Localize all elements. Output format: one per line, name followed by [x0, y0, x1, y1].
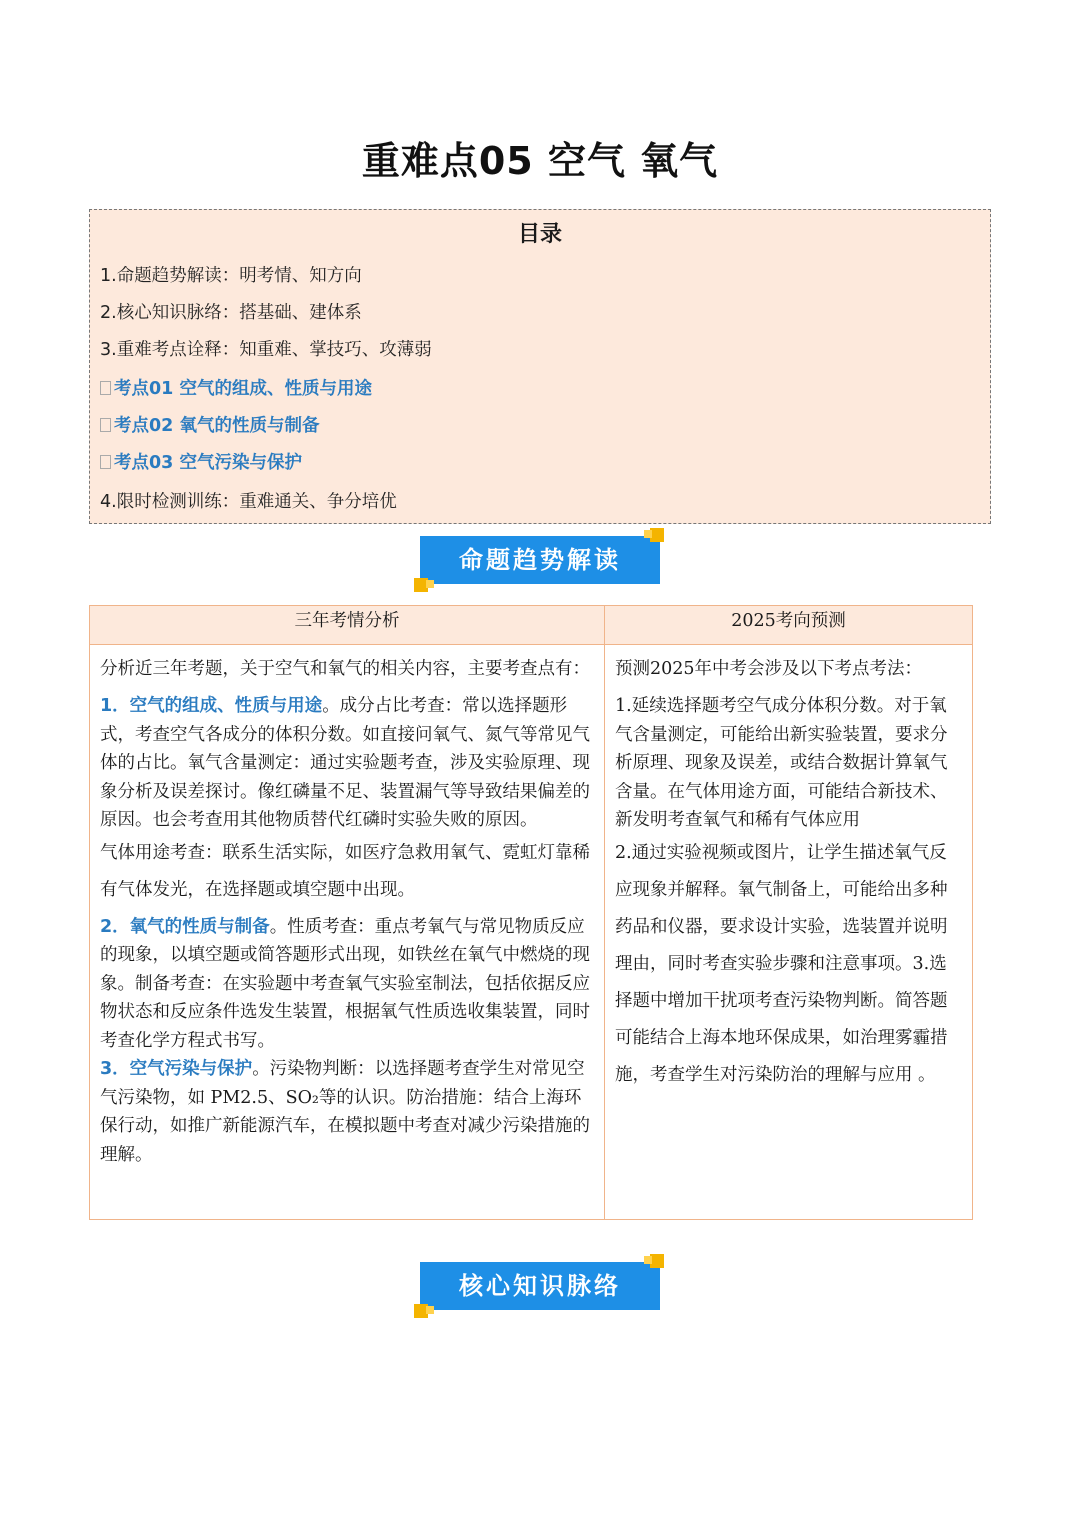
toc-item-4[interactable]: 4.限时检测训练：重难通关、争分培优	[100, 492, 397, 512]
checkbox-icon	[100, 418, 111, 432]
analysis-point-2	[100, 913, 594, 1056]
header-2025-forecast: 2025考向预测	[605, 606, 973, 645]
point-2-text: 。性质考查：重点考氧气与常见物质反应的现象，以填空题或简答题形式出现，如铁丝在氧气中燃烧的现象。制备考查：在实验题中考查氧气实验室制法，包括依据反应物状态和反应条件选发生装置，根据氧气性质选收集装置，同时考查化学方程式书写。	[100, 916, 590, 1051]
point-1-text: 。成分占比考查：常以选择题形式，考查空气各成分的体积分数。如直接问氧气、氮气等常见气体的占比。氧气含量测定：通过实验题考查，涉及实验原理、现象分析及误差探讨。像红磷量不足、装置漏气等导致结果偏差的原因。也会考查用其他物质替代红磷时实验失败的原因。	[100, 696, 590, 830]
page-title: 重难点05 空气 氧气	[361, 139, 719, 183]
banner-core-label: 核心知识脉络	[459, 1272, 621, 1300]
analysis-table	[89, 605, 973, 1220]
toc-heading: 目录	[517, 222, 562, 247]
toc-subitem-01-label: 考点01 空气的组成、性质与用途	[114, 379, 372, 399]
toc-item-2[interactable]: 2.核心知识脉络：搭基础、建体系	[100, 303, 362, 323]
point-2-label: 2．氧气的性质与制备	[100, 916, 270, 937]
header-three-year: 三年考情分析	[90, 606, 605, 645]
analysis-point-1-extra: 气体用途考查：联系生活实际，如医疗急救用氧气、霓虹灯靠稀有气体发光，在选择题或填空题中出现。	[100, 842, 590, 900]
analysis-intro: 分析近三年考题，关于空气和氧气的相关内容，主要考查点有：	[100, 659, 590, 679]
toc-item-3[interactable]: 3.重难考点诠释：知重难、掌技巧、攻薄弱	[100, 340, 432, 360]
toc-subitem-02-label: 考点02 氧气的性质与制备	[114, 416, 320, 436]
analysis-point-3	[100, 1055, 594, 1169]
forecast-body-1: 1.延续选择题考空气成分体积分数。对于氧气含量测定，可能给出新实验装置，要求分析原理、现象及误差，或结合数据计算氧气含量。在气体用途方面，可能结合新技术、新发明考查氧气和稀有气体应用	[615, 696, 948, 830]
forecast-cell	[605, 645, 973, 1220]
toc-subitem-02[interactable]	[100, 412, 319, 437]
toc-subitem-01[interactable]	[100, 375, 372, 400]
checkbox-icon	[100, 381, 111, 395]
banner-trend-label: 命题趋势解读	[459, 546, 621, 574]
point-1-label: 1．空气的组成、性质与用途	[100, 696, 323, 716]
banner-core	[420, 1258, 660, 1310]
point-3-text: 。污染物判断：以选择题考查学生对常见空气污染物，如 PM2.5、SO₂等的认识。防治措施：结合上海环保行动，如推广新能源汽车，在模拟题中考查对减少污染措施的理解。	[100, 1059, 590, 1165]
three-year-analysis-cell	[90, 645, 605, 1220]
toc-subitem-03-label: 考点03 空气污染与保护	[114, 453, 302, 473]
forecast-body-2: 2.通过实验视频或图片，让学生描述氧气反应现象并解释。氧气制备上，可能给出多种药品和仪器，要求设计实验，选装置并说明理由，同时考查实验步骤和注意事项。3.选择题中增加干扰项考查污染物判断。简答题可能结合上海本地环保成果，如治理雾霾措施，考查学生对污染防治的理解与应用 。	[615, 842, 948, 1085]
point-3-label: 3．空气污染与保护	[100, 1059, 253, 1079]
banner-trend	[420, 532, 660, 584]
forecast-intro: 预测2025年中考会涉及以下考点考法：	[615, 659, 923, 679]
checkbox-icon	[100, 455, 111, 469]
table-of-contents	[89, 209, 991, 524]
toc-item-1[interactable]: 1.命题趋势解读：明考情、知方向	[100, 266, 362, 286]
toc-subitem-03[interactable]	[100, 449, 302, 474]
analysis-point-1	[100, 692, 594, 835]
